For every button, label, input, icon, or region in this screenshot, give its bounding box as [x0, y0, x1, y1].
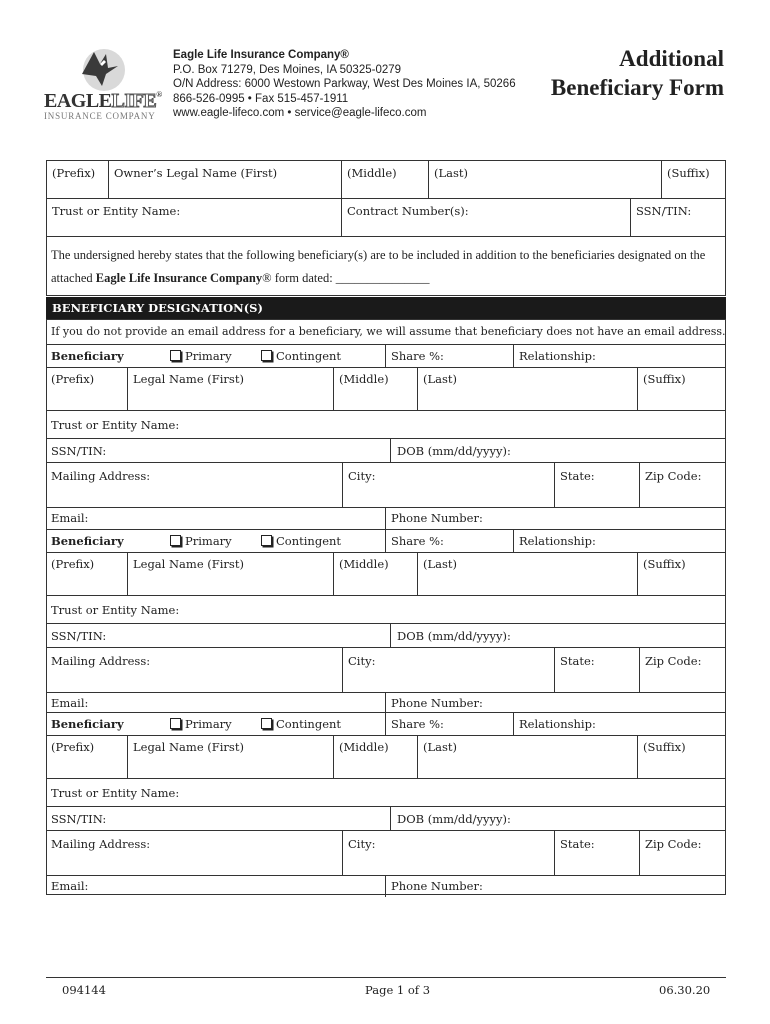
- beneficiary-3-share-field[interactable]: Share %:: [391, 717, 444, 731]
- company-name: Eagle Life Insurance Company®: [173, 49, 349, 61]
- primary-label: Primary: [185, 534, 232, 548]
- contingent-label: Contingent: [276, 717, 342, 731]
- beneficiary-3-prefix-field[interactable]: (Prefix): [51, 740, 95, 754]
- checkbox-icon[interactable]: [170, 718, 181, 729]
- beneficiary-3-suffix-field[interactable]: (Suffix): [643, 740, 686, 754]
- beneficiary-3-ssn-field[interactable]: SSN/TIN:: [51, 812, 107, 826]
- beneficiary-1-last-field[interactable]: (Last): [423, 372, 457, 386]
- section-heading: BENEFICIARY DESIGNATION(S): [52, 301, 263, 315]
- logo-subtitle: INSURANCE COMPANY: [44, 111, 156, 121]
- beneficiary-3-phone-field[interactable]: Phone Number:: [391, 879, 483, 893]
- statement-text: [51, 244, 726, 290]
- owner-trust-field[interactable]: Trust or Entity Name:: [52, 204, 181, 218]
- logo-word-eagle: EAGLE: [44, 90, 112, 112]
- beneficiary-2-prefix-field[interactable]: (Prefix): [51, 557, 95, 571]
- title-line-1: Additional: [619, 46, 724, 71]
- beneficiary-2-primary-option[interactable]: [170, 534, 232, 548]
- beneficiary-1-phone-field[interactable]: Phone Number:: [391, 511, 483, 525]
- beneficiary-1-share-field[interactable]: Share %:: [391, 349, 444, 363]
- beneficiary-1-city-field[interactable]: City:: [348, 469, 376, 483]
- overnight-address: O/N Address: 6000 Westown Parkway, West Des Moines IA, 50266: [173, 78, 516, 91]
- beneficiary-2-mailing-field[interactable]: Mailing Address:: [51, 654, 151, 668]
- beneficiary-3-contingent-option[interactable]: [261, 717, 341, 731]
- beneficiary-1-dob-field[interactable]: DOB (mm/dd/yyyy):: [397, 444, 511, 458]
- checkbox-icon[interactable]: [261, 535, 272, 546]
- beneficiary-2-middle-field[interactable]: (Middle): [339, 557, 389, 571]
- owner-prefix-field[interactable]: (Prefix): [52, 166, 96, 180]
- title-line-2: Beneficiary Form: [550, 75, 724, 100]
- form-date: 06.30.20: [659, 983, 711, 997]
- po-box: P.O. Box 71279, Des Moines, IA 50325-0279: [173, 63, 402, 76]
- beneficiary-1-relationship-field[interactable]: Relationship:: [519, 349, 596, 363]
- beneficiary-1-ssn-field[interactable]: SSN/TIN:: [51, 444, 107, 458]
- contingent-label: Contingent: [276, 349, 342, 363]
- page-title: [551, 44, 724, 102]
- form-number: 094144: [62, 983, 106, 997]
- beneficiary-3-primary-option[interactable]: [170, 717, 232, 731]
- beneficiary-1-contingent-option[interactable]: [261, 349, 341, 363]
- owner-last-field[interactable]: (Last): [434, 166, 468, 180]
- phone-fax: 866-526-0995 • Fax 515-457-1911: [173, 92, 349, 105]
- beneficiary-1-email-field[interactable]: Email:: [51, 511, 89, 525]
- web-email: www.eagle-lifeco.com • service@eagle-lifeco.com: [173, 107, 427, 120]
- beneficiary-1-trust-field[interactable]: Trust or Entity Name:: [51, 418, 180, 432]
- beneficiary-3-mailing-field[interactable]: Mailing Address:: [51, 837, 151, 851]
- checkbox-icon[interactable]: [170, 350, 181, 361]
- beneficiary-1-first-name-field[interactable]: Legal Name (First): [133, 372, 244, 386]
- owner-suffix-field[interactable]: (Suffix): [667, 166, 710, 180]
- beneficiary-1-zip-field[interactable]: Zip Code:: [645, 469, 702, 483]
- beneficiary-3-zip-field[interactable]: Zip Code:: [645, 837, 702, 851]
- section-heading-bar: [46, 297, 726, 319]
- statement-company: Eagle Life Insurance Company: [95, 271, 263, 285]
- checkbox-icon[interactable]: [170, 535, 181, 546]
- beneficiary-3-label: Beneficiary: [51, 717, 124, 731]
- beneficiary-1-mailing-field[interactable]: Mailing Address:: [51, 469, 151, 483]
- statement-part-1: The undersigned hereby states that the following beneficiary(s) are to be included in addition to the beneficiaries designated on the attached: [51, 248, 706, 285]
- checkbox-icon[interactable]: [261, 350, 272, 361]
- beneficiary-2-phone-field[interactable]: Phone Number:: [391, 696, 483, 710]
- beneficiary-3-city-field[interactable]: City:: [348, 837, 376, 851]
- company-logo: EAGLELIFE® INSURANCE COMPANY: [42, 44, 162, 124]
- beneficiary-2-city-field[interactable]: City:: [348, 654, 376, 668]
- contingent-label: Contingent: [276, 534, 342, 548]
- beneficiary-3-last-field[interactable]: (Last): [423, 740, 457, 754]
- beneficiary-2-first-name-field[interactable]: Legal Name (First): [133, 557, 244, 571]
- beneficiary-2-share-field[interactable]: Share %:: [391, 534, 444, 548]
- beneficiary-2-trust-field[interactable]: Trust or Entity Name:: [51, 603, 180, 617]
- beneficiary-1-primary-option[interactable]: [170, 349, 232, 363]
- beneficiary-2-email-field[interactable]: Email:: [51, 696, 89, 710]
- beneficiary-2-suffix-field[interactable]: (Suffix): [643, 557, 686, 571]
- statement-date-field[interactable]: ® form dated: _______________: [262, 271, 430, 285]
- beneficiary-1-prefix-field[interactable]: (Prefix): [51, 372, 95, 386]
- beneficiary-2-dob-field[interactable]: DOB (mm/dd/yyyy):: [397, 629, 511, 643]
- beneficiary-2-zip-field[interactable]: Zip Code:: [645, 654, 702, 668]
- contract-number-field[interactable]: Contract Number(s):: [347, 204, 469, 218]
- beneficiary-1-suffix-field[interactable]: (Suffix): [643, 372, 686, 386]
- beneficiary-2-state-field[interactable]: State:: [560, 654, 595, 668]
- primary-label: Primary: [185, 349, 232, 363]
- beneficiary-3-state-field[interactable]: State:: [560, 837, 595, 851]
- beneficiary-3-trust-field[interactable]: Trust or Entity Name:: [51, 786, 180, 800]
- company-info: [173, 48, 516, 121]
- beneficiary-2-last-field[interactable]: (Last): [423, 557, 457, 571]
- owner-first-name-field[interactable]: Owner’s Legal Name (First): [114, 166, 278, 180]
- beneficiary-2-ssn-field[interactable]: SSN/TIN:: [51, 629, 107, 643]
- beneficiary-1-state-field[interactable]: State:: [560, 469, 595, 483]
- owner-middle-field[interactable]: (Middle): [347, 166, 397, 180]
- beneficiary-1-middle-field[interactable]: (Middle): [339, 372, 389, 386]
- beneficiary-2-label: Beneficiary: [51, 534, 124, 548]
- beneficiary-1-label: Beneficiary: [51, 349, 124, 363]
- beneficiary-2-relationship-field[interactable]: Relationship:: [519, 534, 596, 548]
- beneficiary-3-middle-field[interactable]: (Middle): [339, 740, 389, 754]
- page-number: Page 1 of 3: [365, 983, 431, 997]
- email-note: If you do not provide an email address for a beneficiary, we will assume that beneficiary does not have an email address.: [51, 325, 726, 338]
- beneficiary-3-first-name-field[interactable]: Legal Name (First): [133, 740, 244, 754]
- logo-word-life: LIFE: [111, 90, 157, 112]
- primary-label: Primary: [185, 717, 232, 731]
- beneficiary-2-contingent-option[interactable]: [261, 534, 341, 548]
- beneficiary-3-email-field[interactable]: Email:: [51, 879, 89, 893]
- owner-ssn-field[interactable]: SSN/TIN:: [636, 204, 692, 218]
- checkbox-icon[interactable]: [261, 718, 272, 729]
- beneficiary-3-relationship-field[interactable]: Relationship:: [519, 717, 596, 731]
- beneficiary-3-dob-field[interactable]: DOB (mm/dd/yyyy):: [397, 812, 511, 826]
